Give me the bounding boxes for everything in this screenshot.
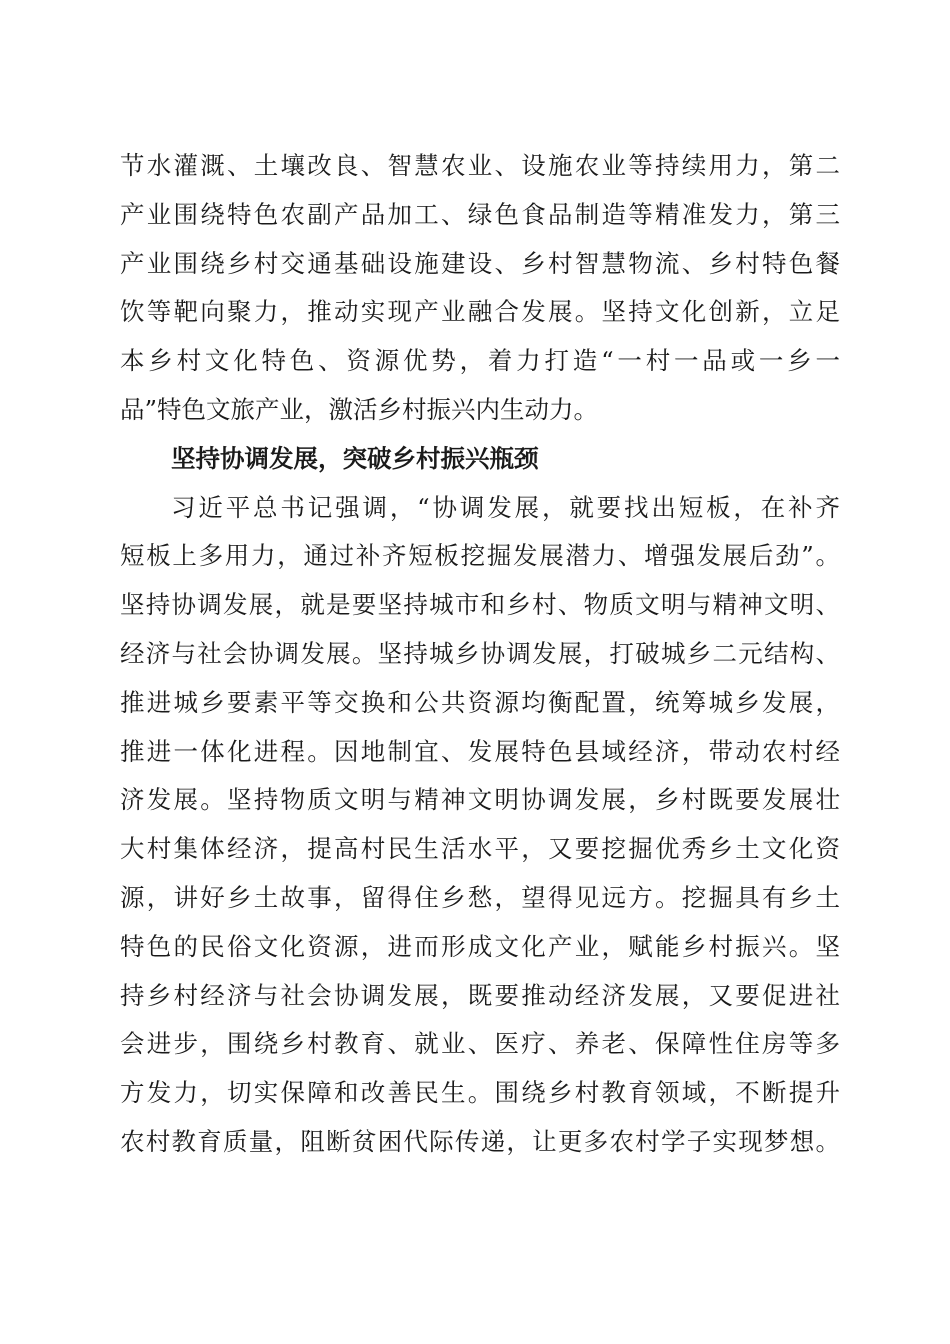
paragraph-line: 持乡村经济与社会协调发展，既要推动经济发展，又要促进社 <box>120 980 840 1010</box>
paragraph-1 <box>120 142 840 435</box>
paragraph-line: 短板上多用力，通过补齐短板挖掘发展潜力、增强发展后劲”。 <box>120 541 840 571</box>
paragraph-line: 坚持协调发展，就是要坚持城市和乡村、物质文明与精神文明、 <box>120 590 840 620</box>
paragraph-line: 农村教育质量，阻断贫困代际传递，让更多农村学子实现梦想。 <box>120 1126 840 1156</box>
paragraph-line: 经济与社会协调发展。坚持城乡协调发展，打破城乡二元结构、 <box>120 638 840 668</box>
paragraph-line: 源，讲好乡土故事，留得住乡愁，望得见远方。挖掘具有乡土 <box>120 882 840 912</box>
paragraph-line: 节水灌溉、土壤改良、智慧农业、设施农业等持续用力，第二 <box>120 151 840 180</box>
paragraph-line: 产业围绕乡村交通基础设施建设、乡村智慧物流、乡村特色餐 <box>120 248 840 278</box>
paragraph-line: 饮等靶向聚力，推动实现产业融合发展。坚持文化创新，立足 <box>120 297 840 327</box>
paragraph-line: 会进步，围绕乡村教育、就业、医疗、养老、保障性住房等多 <box>120 1029 840 1059</box>
paragraph-line: 本乡村文化特色、资源优势，着力打造“一村一品或一乡一 <box>120 346 840 376</box>
paragraph-2 <box>120 484 840 1167</box>
paragraph-line: 方发力，切实保障和改善民生。围绕乡村教育领域，不断提升 <box>120 1078 840 1108</box>
paragraph-line: 习近平总书记强调，“协调发展，就要找出短板，在补齐 <box>171 492 840 522</box>
paragraph-line: 推进一体化进程。因地制宜、发展特色县域经济，带动农村经 <box>120 736 840 766</box>
paragraph-line: 济发展。坚持物质文明与精神文明协调发展，乡村既要发展壮 <box>120 785 840 815</box>
paragraph-line: 大村集体经济，提高村民生活水平，又要挖掘优秀乡土文化资 <box>120 834 840 864</box>
section-heading: 坚持协调发展，突破乡村振兴瓶颈 <box>171 443 539 473</box>
paragraph-line: 产业围绕特色农副产品加工、绿色食品制造等精准发力，第三 <box>120 199 840 229</box>
paragraph-line: 品”特色文旅产业，激活乡村振兴内生动力。 <box>120 394 599 424</box>
document-body <box>120 142 840 1167</box>
paragraph-line: 特色的民俗文化资源，进而形成文化产业，赋能乡村振兴。坚 <box>120 931 840 961</box>
paragraph-line: 推进城乡要素平等交换和公共资源均衡配置，统筹城乡发展， <box>120 687 840 717</box>
